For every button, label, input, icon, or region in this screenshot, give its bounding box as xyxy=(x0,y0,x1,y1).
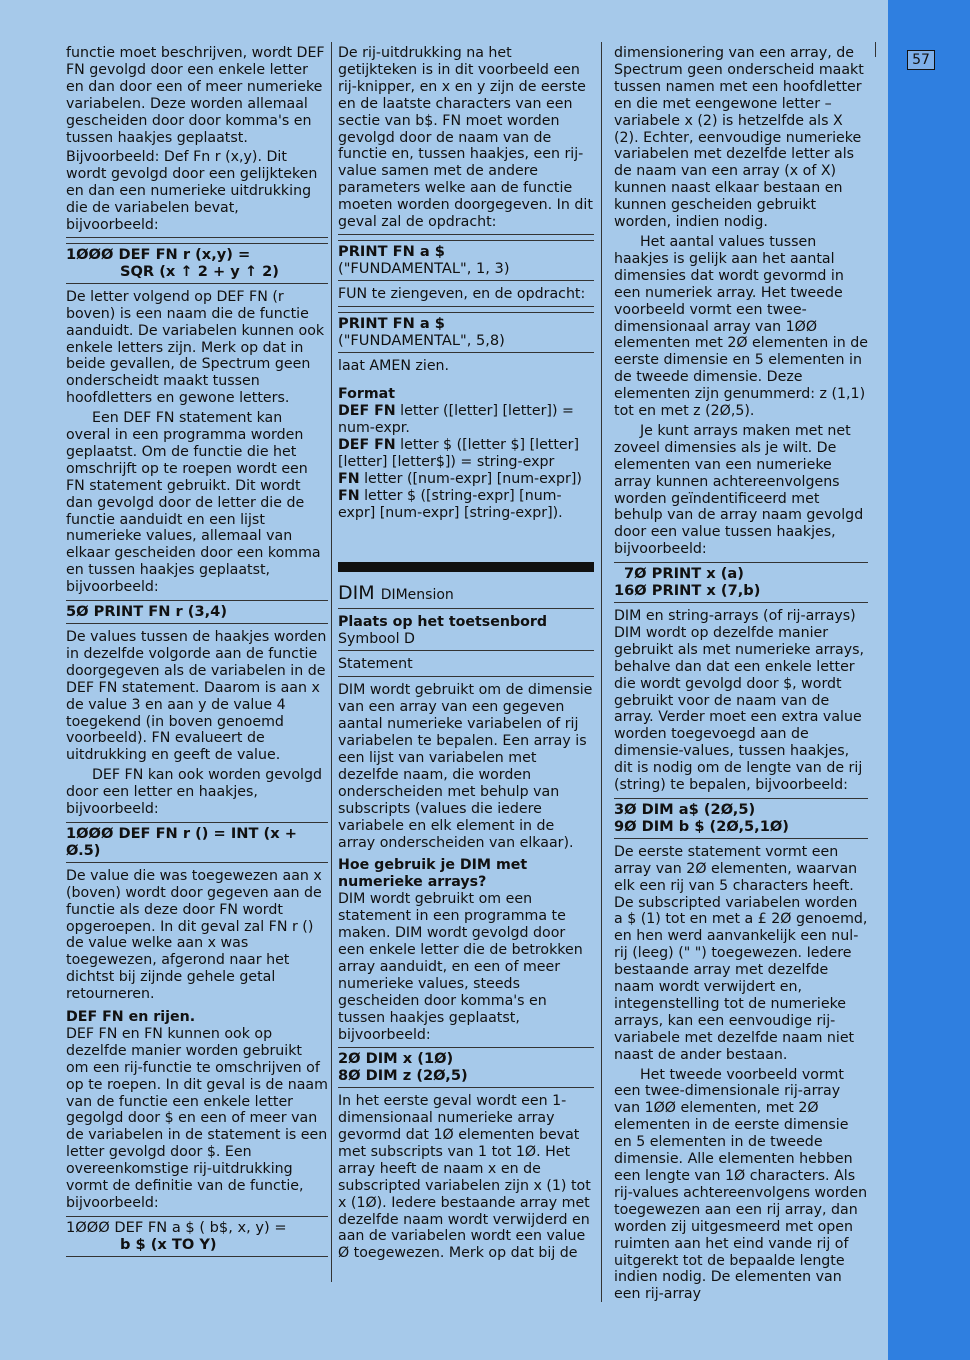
paragraph: functie moet beschrijven, wordt DEF FN gevolgd door een enkele letter en dan door een of meer numerieke variabelen. Deze worden allemaal gescheiden door door komma's en tussen haakjes geplaatst. xyxy=(66,45,325,146)
paragraph: De rij-uitdrukking na het getijkteken is in dit voorbeeld een rij-knipper, en x en y zijn de eerste en de laatste characters van een sectie van b$. FN moet worden gevolgd door de naam van de functie en, tussen haakjes, een rij-value samen met de andere parameters welke aan de functie moeten worden doorgegeven. In dit geval zal de opdracht: xyxy=(338,45,594,235)
column-rule xyxy=(875,42,876,57)
paragraph: Een DEF FN statement kan overal in een programma worden geplaatst. Om de functie die het omschrijft op te roepen wordt een FN statement gebruikt. Dit wordt dan gevolgd door de letter die de functie aanduidt en een lijst numerieke values, allemaal van elkaar gescheiden door een komma en tussen haakjes geplaatst, bijvoorbeeld: xyxy=(66,410,321,596)
paragraph: DIM en string-arrays (of rij-arrays) DIM wordt op dezelfde manier gebruikt als met numerieke arrays, behalve dan dat een enkele letter die wordt gevolgd door $, wordt gebruikt voor de naam van de array. Verder moet een extra value worden toegevoegd aan de dimensie-values, tussen haakjes, dit is nodig om de lengte van de rij (string) te bepalen, bijvoorbeeld: xyxy=(614,608,865,794)
column-1 xyxy=(66,45,328,1262)
code-line: SQR (x ↑ 2 + y ↑ 2) xyxy=(120,262,279,280)
section-title: DIM xyxy=(338,581,375,604)
section-divider-bar xyxy=(338,562,594,572)
paragraph: De eerste statement vormt een array van 2Ø elementen, waarvan elk een rij van 5 characters heeft. De subscripted variabelen worden a $ (1) tot en met a £ 2Ø genoemd, en hen werd aanvankelijk een nul-rij (leeg) (" ") toegewezen. Iedere bestaande array met dezelfde naam wordt verwijdert en, integenstelling tot de numerieke arrays, kan een eenvoudige rij-variabele met dezelfde naam niet naast de ander bestaan. xyxy=(614,843,868,1063)
format-keyword: DEF FN xyxy=(338,403,396,420)
page-edge-stripe xyxy=(888,0,970,1360)
code-line: PRINT FN a $ xyxy=(338,242,445,260)
code-block xyxy=(66,243,328,284)
code-line: 1ØØØ DEF FN r (x,y) = xyxy=(66,245,251,263)
page-number: 57 xyxy=(907,50,935,70)
code-line: 5Ø PRINT FN r (3,4) xyxy=(66,603,227,621)
code-line: PRINT FN a $ xyxy=(338,314,445,332)
keyboard-title: Plaats op het toetsenbord xyxy=(338,613,548,630)
format-keyword: FN xyxy=(338,487,360,504)
format-line xyxy=(338,437,594,471)
paragraph: De values tussen de haakjes worden in dezelfde volgorde aan de functie doorgegeven als de variabelen in de DEF FN statement. Daarom is aan x de value 3 en aan y de value 4 toegekend (in boven genoemd voorbeeld). FN evalueert de uitdrukking en geeft de value. xyxy=(66,629,327,764)
code-line: 1ØØØ DEF FN r () = INT (x + Ø.5) xyxy=(66,824,297,859)
format-text: letter ([letter] [letter]) = num-expr. xyxy=(338,403,574,437)
paragraph: FUN te ziengeven, en de opdracht: xyxy=(338,286,594,307)
column-2 xyxy=(338,45,594,1265)
format-line xyxy=(338,471,594,488)
section-heading xyxy=(338,582,594,609)
format-text: letter ([num-expr] [num-expr]) xyxy=(359,470,582,487)
format-line xyxy=(338,488,594,522)
paragraph: Je kunt arrays maken met net zoveel dimensies als je wilt. De elementen van een numerieke array kunnen achtereenvolgens worden geïndentificeerd met behulp van de array naam gevolgd door een value tussen haakjes, bijvoorbeeld: xyxy=(614,422,864,558)
code-line: 16Ø PRINT x (7,b) xyxy=(614,582,761,600)
code-block xyxy=(66,1216,328,1257)
code-block xyxy=(66,600,328,624)
paragraph: In het eerste geval wordt een 1-dimensionaal numerieke array gevormd dat 1Ø elementen bevat met subscripts van 1 tot 1Ø. Het array heeft de naam x en de subscripted variabelen zijn x (1) tot x (1Ø). Iedere bestaande array met dezelfde naam wordt verwijderd en aan de variabelen wordt een value Ø toegewezen. Merk op dat bij de xyxy=(338,1093,591,1262)
format-keyword: DEF FN xyxy=(338,437,396,454)
format-title: Format xyxy=(338,386,395,403)
column-rule xyxy=(601,42,602,1302)
format-text: letter $ ([string-expr] [num-expr] [num-expr] [string-expr]). xyxy=(338,487,563,521)
subheading: Hoe gebruik je DIM met numerieke arrays? xyxy=(338,857,528,891)
paragraph: DEF FN en FN kunnen ook op dezelfde manier worden gebruikt om een rij-functie te omschrijven of op te roepen. In dit geval is de naam van de functie een enkele letter gegolgd door $ en een of meer van de variabelen in de statement is een letter gevolgd door $. Een overeenkomstige rij-uitdrukking vormt de definitie van de functie, bijvoorbeeld: xyxy=(66,1025,328,1211)
paragraph: De value die was toegewezen aan x (boven) wordt door gegeven aan de functie als deze door FN wordt opgeroepen. In dit geval zal FN r () de value welke aan x was toegewezen, afgerond naar het dichtst bij zijnde gehele getal retourneren. xyxy=(66,867,322,1003)
code-line: ("FUNDAMENTAL", 5,8) xyxy=(338,331,505,349)
keyboard-value: Symbool D xyxy=(338,630,415,647)
paragraph: laat AMEN zien. xyxy=(338,357,450,374)
code-block xyxy=(614,562,868,603)
paragraph: DIM wordt gebruikt om de dimensie van een array van een gegeven aantal numerieke variabelen of rij variabelen te bepalen. Een array is een lijst van variabelen met dezelfde naam, die worden onderscheiden met behulp van subscripts (values die iedere variabele en elk element in de array onderscheiden van elkaar). xyxy=(338,682,593,851)
paragraph: DIM wordt gebruikt om een statement in een programma te maken. DIM wordt gevolgd door een enkele letter die de betrokken array aanduidt, en een of meer numerieke values, steeds gescheiden door komma's en tussen haakjes geplaatst, bijvoorbeeld: xyxy=(338,891,583,1043)
paragraph: Bijvoorbeeld: Def Fn r (x,y). Dit wordt gevolgd door een gelijkteken en dan een numerieke uitdrukking die de variabelen bevat, bijvoorbeeld: xyxy=(66,149,328,238)
column-rule xyxy=(331,42,332,1282)
format-keyword: FN xyxy=(338,470,360,487)
paragraph: Het aantal values tussen haakjes is gelijk aan het aantal dimensies dat wordt gevormd in een numeriek array. Het tweede voorbeeld vormt een twee-dimensionaal array van 1ØØ elementen met 2Ø elementen in de eerste dimensie en 5 elementen in de tweede dimensie. Deze elementen zijn genummerd: z (1,1) tot en met z (2Ø,5). xyxy=(614,233,868,420)
code-block xyxy=(338,1047,594,1088)
code-line: 8Ø DIM z (2Ø,5) xyxy=(338,1067,468,1085)
code-block xyxy=(614,798,868,839)
code-line: 3Ø DIM a$ (2Ø,5) xyxy=(614,800,756,818)
paragraph: De letter volgend op DEF FN (r boven) is een naam die de functie aanduidt. De variabelen kunnen ook enkele letters zijn. Merk op dat in beide gevallen, de Spectrum geen onderscheidt maakt tussen hoofdletters en gewone letters. xyxy=(66,288,325,407)
column-3 xyxy=(614,45,868,1306)
code-line: 9Ø DIM b $ (2Ø,5,1Ø) xyxy=(614,817,789,835)
code-line: 2Ø DIM x (1Ø) xyxy=(338,1050,454,1068)
statement-label: Statement xyxy=(338,656,594,677)
paragraph: dimensionering van een array, de Spectrum geen onderscheid maakt tussen namen met een hoofdletter en die met eengewone letter – variabele x (2) is hetzelfde als X (2). Echter, eenvoudige numerieke variabelen met dezelfde letter als de naam van een array (x of X) kunnen naast elkaar bestaan en kunnen gescheiden gebruikt worden, indien nodig. xyxy=(614,45,864,231)
subheading: DEF FN en rijen. xyxy=(66,1009,196,1026)
section-subtitle: DIMension xyxy=(380,586,454,603)
paragraph: Het tweede voorbeeld vormt een twee-dimensionale rij-array van 1ØØ elementen, met 2Ø elementen in de eerste dimensie en 5 elementen in de tweede dimensie. Alle elementen hebben een lengte van 1Ø characters. Als rij-values achtereenvolgens worden toegewezen aan een rij array, dan worden zij uitgesmeerd met open ruimten aan het eind vande rij of uitgerekt tot de bepaalde lengte indien nodig. De elementen van een rij-array xyxy=(614,1066,868,1303)
code-block xyxy=(66,822,328,863)
paragraph: DEF FN kan ook worden gevolgd door een letter en haakjes, bijvoorbeeld: xyxy=(66,767,322,818)
code-line: ("FUNDAMENTAL", 1, 3) xyxy=(338,259,510,277)
format-line xyxy=(338,403,594,437)
code-block xyxy=(338,240,594,281)
code-line: 7Ø PRINT x (a) xyxy=(624,565,744,583)
keyboard-info xyxy=(338,614,594,652)
format-text: letter $ ([letter $] [letter] [letter] [letter$]) = string-expr xyxy=(338,437,580,471)
code-line: 1ØØØ DEF FN a $ ( b$, x, y) = xyxy=(66,1218,287,1236)
code-line: b $ (x TO Y) xyxy=(120,1235,217,1253)
code-block xyxy=(338,312,594,353)
